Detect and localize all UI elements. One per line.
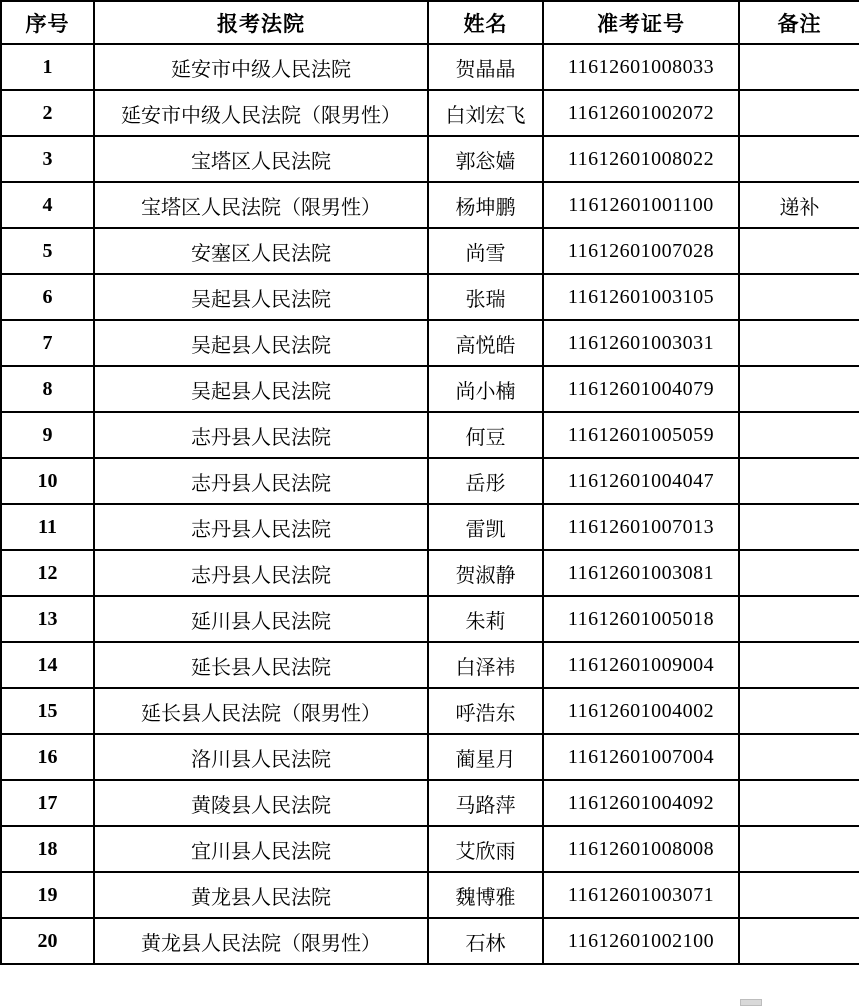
ticket-cell: 11612601007013 xyxy=(543,504,739,550)
ticket-cell: 11612601003081 xyxy=(543,550,739,596)
table-row xyxy=(1,734,859,780)
scrollbar-artifact xyxy=(740,999,762,1006)
name-cell: 魏博雅 xyxy=(428,872,543,918)
table-row xyxy=(1,780,859,826)
ticket-cell: 11612601004079 xyxy=(543,366,739,412)
court-cell: 安塞区人民法院 xyxy=(94,228,428,274)
table-row xyxy=(1,826,859,872)
name-cell: 郭忩嫱 xyxy=(428,136,543,182)
note-cell xyxy=(739,274,859,320)
note-cell xyxy=(739,780,859,826)
table-row xyxy=(1,872,859,918)
table-row xyxy=(1,44,859,90)
court-cell: 吴起县人民法院 xyxy=(94,274,428,320)
name-cell: 雷凯 xyxy=(428,504,543,550)
table-row xyxy=(1,182,859,228)
note-cell xyxy=(739,44,859,90)
name-cell: 白刘宏飞 xyxy=(428,90,543,136)
table-row xyxy=(1,918,859,964)
court-cell: 延长县人民法院（限男性） xyxy=(94,688,428,734)
name-cell: 高悦皓 xyxy=(428,320,543,366)
court-cell: 吴起县人民法院 xyxy=(94,320,428,366)
seq-cell: 9 xyxy=(1,412,94,458)
ticket-cell: 11612601003105 xyxy=(543,274,739,320)
note-cell xyxy=(739,90,859,136)
note-cell xyxy=(739,412,859,458)
table-row xyxy=(1,228,859,274)
seq-cell: 16 xyxy=(1,734,94,780)
court-cell: 黄陵县人民法院 xyxy=(94,780,428,826)
seq-cell: 1 xyxy=(1,44,94,90)
note-cell xyxy=(739,918,859,964)
table-row xyxy=(1,90,859,136)
note-cell xyxy=(739,458,859,504)
table-row xyxy=(1,274,859,320)
court-cell: 志丹县人民法院 xyxy=(94,412,428,458)
court-cell: 志丹县人民法院 xyxy=(94,504,428,550)
ticket-cell: 11612601009004 xyxy=(543,642,739,688)
seq-cell: 12 xyxy=(1,550,94,596)
table-row xyxy=(1,504,859,550)
seq-cell: 18 xyxy=(1,826,94,872)
ticket-cell: 11612601008008 xyxy=(543,826,739,872)
seq-cell: 10 xyxy=(1,458,94,504)
seq-cell: 3 xyxy=(1,136,94,182)
header-ticket: 准考证号 xyxy=(543,1,739,44)
seq-cell: 17 xyxy=(1,780,94,826)
seq-cell: 19 xyxy=(1,872,94,918)
name-cell: 何豆 xyxy=(428,412,543,458)
table-row xyxy=(1,458,859,504)
court-cell: 志丹县人民法院 xyxy=(94,550,428,596)
name-cell: 石林 xyxy=(428,918,543,964)
seq-cell: 11 xyxy=(1,504,94,550)
note-cell xyxy=(739,596,859,642)
note-cell xyxy=(739,366,859,412)
court-cell: 吴起县人民法院 xyxy=(94,366,428,412)
note-cell: 递补 xyxy=(739,182,859,228)
table-row xyxy=(1,136,859,182)
seq-cell: 20 xyxy=(1,918,94,964)
header-seq: 序号 xyxy=(1,1,94,44)
ticket-cell: 11612601008022 xyxy=(543,136,739,182)
seq-cell: 14 xyxy=(1,642,94,688)
court-cell: 宝塔区人民法院 xyxy=(94,136,428,182)
ticket-cell: 11612601003031 xyxy=(543,320,739,366)
table-row xyxy=(1,320,859,366)
court-cell: 志丹县人民法院 xyxy=(94,458,428,504)
header-court: 报考法院 xyxy=(94,1,428,44)
court-cell: 延川县人民法院 xyxy=(94,596,428,642)
court-cell: 延安市中级人民法院 xyxy=(94,44,428,90)
ticket-cell: 11612601003071 xyxy=(543,872,739,918)
court-cell: 延安市中级人民法院（限男性） xyxy=(94,90,428,136)
court-cell: 宝塔区人民法院（限男性） xyxy=(94,182,428,228)
table-header-row xyxy=(1,1,859,44)
ticket-cell: 11612601004002 xyxy=(543,688,739,734)
ticket-cell: 11612601001100 xyxy=(543,182,739,228)
note-cell xyxy=(739,228,859,274)
ticket-cell: 11612601002072 xyxy=(543,90,739,136)
ticket-cell: 11612601007028 xyxy=(543,228,739,274)
table-row xyxy=(1,412,859,458)
ticket-cell: 11612601004092 xyxy=(543,780,739,826)
seq-cell: 6 xyxy=(1,274,94,320)
name-cell: 岳彤 xyxy=(428,458,543,504)
name-cell: 杨坤鹏 xyxy=(428,182,543,228)
note-cell xyxy=(739,550,859,596)
name-cell: 贺晶晶 xyxy=(428,44,543,90)
ticket-cell: 11612601002100 xyxy=(543,918,739,964)
table-row xyxy=(1,596,859,642)
seq-cell: 2 xyxy=(1,90,94,136)
name-cell: 贺淑静 xyxy=(428,550,543,596)
court-cell: 延长县人民法院 xyxy=(94,642,428,688)
name-cell: 艾欣雨 xyxy=(428,826,543,872)
name-cell: 尚雪 xyxy=(428,228,543,274)
seq-cell: 7 xyxy=(1,320,94,366)
note-cell xyxy=(739,872,859,918)
seq-cell: 4 xyxy=(1,182,94,228)
name-cell: 呼浩东 xyxy=(428,688,543,734)
seq-cell: 5 xyxy=(1,228,94,274)
note-cell xyxy=(739,136,859,182)
name-cell: 白泽祎 xyxy=(428,642,543,688)
ticket-cell: 11612601008033 xyxy=(543,44,739,90)
name-cell: 朱莉 xyxy=(428,596,543,642)
court-cell: 宜川县人民法院 xyxy=(94,826,428,872)
court-cell: 黄龙县人民法院 xyxy=(94,872,428,918)
header-name: 姓名 xyxy=(428,1,543,44)
name-cell: 尚小楠 xyxy=(428,366,543,412)
table-row xyxy=(1,642,859,688)
note-cell xyxy=(739,504,859,550)
table-row xyxy=(1,688,859,734)
note-cell xyxy=(739,826,859,872)
court-cell: 洛川县人民法院 xyxy=(94,734,428,780)
name-cell: 蔺星月 xyxy=(428,734,543,780)
header-note: 备注 xyxy=(739,1,859,44)
ticket-cell: 11612601005059 xyxy=(543,412,739,458)
seq-cell: 13 xyxy=(1,596,94,642)
note-cell xyxy=(739,320,859,366)
ticket-cell: 11612601007004 xyxy=(543,734,739,780)
court-cell: 黄龙县人民法院（限男性） xyxy=(94,918,428,964)
table-row xyxy=(1,366,859,412)
seq-cell: 15 xyxy=(1,688,94,734)
ticket-cell: 11612601004047 xyxy=(543,458,739,504)
note-cell xyxy=(739,642,859,688)
ticket-cell: 11612601005018 xyxy=(543,596,739,642)
seq-cell: 8 xyxy=(1,366,94,412)
name-cell: 马路萍 xyxy=(428,780,543,826)
note-cell xyxy=(739,734,859,780)
table-row xyxy=(1,550,859,596)
note-cell xyxy=(739,688,859,734)
name-cell: 张瑞 xyxy=(428,274,543,320)
